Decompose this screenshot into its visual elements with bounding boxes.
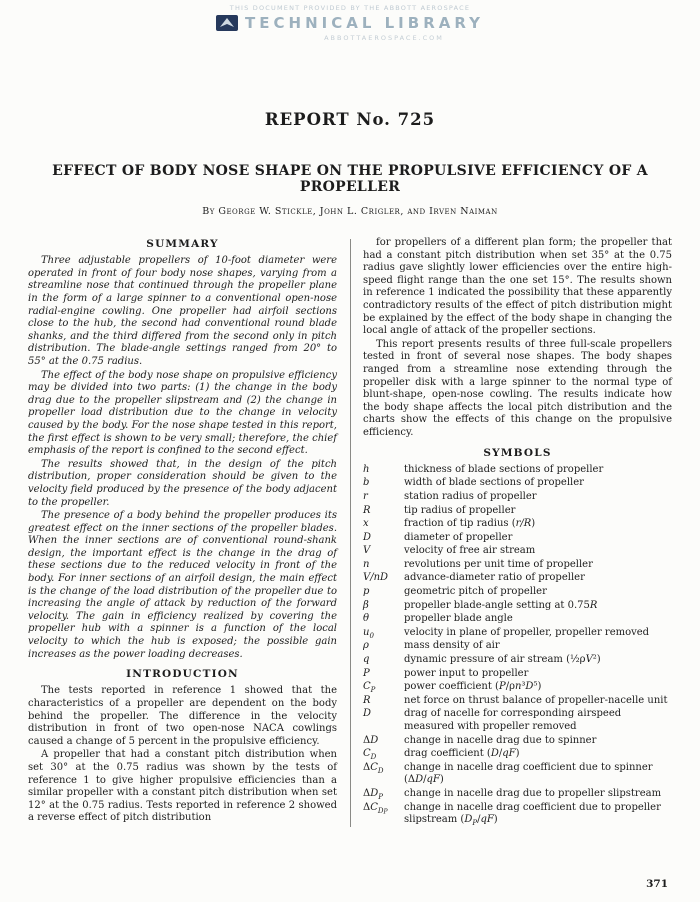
watermark bbox=[0, 0, 700, 42]
symbol-definition: change in nacelle drag coefficient due to propeller slipstream $(D_P/qF)$ bbox=[404, 801, 661, 828]
symbol-definition: drag of nacelle for corresponding airspeed measured with propeller removed bbox=[404, 708, 622, 732]
symbol: D bbox=[363, 531, 372, 543]
watermark-library-text: TECHNICAL LIBRARY bbox=[245, 14, 484, 32]
watermark-url-text: ABBOTTAEROSPACE.COM bbox=[324, 34, 444, 42]
paragraph: The presence of a body behind the propeller produces its greatest effect on the inner sections of the propeller blades. When the inner sections are of conventional round-shank design, the important effect is the change in the drag of these sections due to the reduced velocity in front of the body. For inner sections of an airfoil design, the main effect is the change of the load distribution of the propeller due to increasing the angle of attack by reduction of the forward velocity. The gain in efficiency realized by covering the propeller hub with a spinner is a function of the local velocity to which the hub is exposed; the possible gain increases as the power loading decreases. bbox=[28, 510, 337, 660]
continuation-section bbox=[363, 237, 672, 440]
symbol: p bbox=[363, 586, 370, 598]
symbol-definition: tip radius of propeller bbox=[404, 504, 516, 516]
watermark-title-row bbox=[0, 14, 700, 32]
symbol-definition: revolutions per unit time of propeller bbox=[404, 558, 593, 570]
symbol-definition: mass density of air bbox=[404, 640, 500, 652]
paragraph: The effect of the body nose shape on propulsive efficiency may be divided into two parts: (1) the change in the body drag due to the propeller slipstream and (2) the change in propeller load distribution due to the change in velocity caused by the body. For the nose shape tested in this report, the first effect is shown to be very small; therefore, the chief emphasis of the report is confined to the second effect. bbox=[28, 369, 337, 457]
paragraph: A propeller that had a constant pitch distribution when set 30° at the 0.75 radius was shown by the tests of reference 1 to give higher propulsive efficiencies than a similar propeller with a constant pitch distribution when set 12° at the 0.75 radius. Tests reported in reference 2 showed a reverse effect of pitch distribution bbox=[28, 749, 337, 824]
symbol: $C_P$ bbox=[363, 681, 376, 695]
symbol: $C_D$ bbox=[363, 748, 377, 762]
symbol: r bbox=[363, 490, 368, 502]
report-title: EFFECT OF BODY NOSE SHAPE ON THE PROPULSIVE EFFICIENCY OF A PROPELLER bbox=[52, 163, 648, 195]
paragraph: The results showed that, in the design of the pitch distribution, proper consideration should be given to the velocity field produced by the presence of the body adjacent to the propeller. bbox=[28, 458, 337, 508]
introduction-heading: INTRODUCTION bbox=[126, 668, 239, 681]
symbol: β bbox=[363, 599, 369, 611]
symbol-definition: propeller blade angle bbox=[404, 613, 513, 625]
abbott-aerospace-logo-icon bbox=[216, 15, 238, 31]
symbol: $\Delta C_{DP}$ bbox=[363, 801, 388, 815]
symbol: ρ bbox=[363, 640, 369, 652]
symbols-heading: SYMBOLS bbox=[483, 446, 552, 459]
symbol-definition: dynamic pressure of air stream (½ρV²) bbox=[404, 654, 601, 666]
symbol: R bbox=[363, 504, 371, 516]
symbol: θ bbox=[363, 613, 370, 625]
symbols-list bbox=[363, 464, 672, 827]
paragraph: Three adjustable propellers of 10-foot diameter were operated in front of four body nose shapes, varying from a streamline nose that continued through the propeller plane in the form of a large spinner to a conventional open-nose radial-engine cowling. One propeller had airfoil sections close to the hub, the second had conventional round blade shanks, and the third differed from the second only in pitch distribution. The blade-angle settings ranged from 20° to 55° at the 0.75 radius. bbox=[28, 255, 337, 367]
byline: By George W. Stickle, John L. Crigler, and Irven Naiman bbox=[202, 206, 498, 217]
column-divider bbox=[350, 239, 351, 827]
symbol: n bbox=[363, 558, 370, 570]
symbol: $\Delta C_D$ bbox=[363, 761, 384, 775]
watermark-provider-text: THIS DOCUMENT PROVIDED BY THE ABBOTT AEROSPACE bbox=[229, 4, 471, 12]
symbol-definition: power coefficient (P/ρn³D⁵) bbox=[404, 681, 542, 693]
symbol-definition: diameter of propeller bbox=[404, 531, 513, 543]
paragraph: This report presents results of three full-scale propellers tested in front of several nose shapes. The body shapes ranged from a streamline nose extending through the propeller disk with a large spinner to the normal type of blunt-shape, open-nose cowling. The results indicate how the body shape affects the local pitch distribution and the charts show the effects of this change on the propulsive efficiency. bbox=[363, 338, 672, 438]
summary-heading: SUMMARY bbox=[146, 238, 219, 250]
symbol: q bbox=[363, 654, 370, 666]
symbol-definition: power input to propeller bbox=[404, 667, 529, 679]
symbol-definition: velocity of free air stream bbox=[404, 545, 536, 557]
symbol-definition: fraction of tip radius (r/R) bbox=[404, 518, 536, 530]
symbol: x bbox=[363, 518, 369, 530]
symbol: ΔD bbox=[363, 734, 379, 746]
page-number: 371 bbox=[646, 878, 668, 890]
symbol: b bbox=[363, 477, 370, 489]
symbol-definition: width of blade sections of propeller bbox=[404, 477, 584, 489]
symbol-definition: net force on thrust balance of propeller-nacelle unit bbox=[404, 694, 668, 706]
report-number: REPORT No. 725 bbox=[264, 110, 436, 129]
two-column-body bbox=[28, 237, 672, 827]
symbol: $\Delta D_P$ bbox=[363, 787, 383, 801]
symbol-definition: geometric pitch of propeller bbox=[404, 586, 547, 598]
symbol-definition: thickness of blade sections of propeller bbox=[404, 463, 604, 475]
introduction-section bbox=[28, 685, 337, 825]
symbol: V bbox=[363, 545, 371, 557]
symbol: V/nD bbox=[363, 572, 389, 584]
symbol: P bbox=[363, 667, 370, 679]
left-column bbox=[28, 237, 337, 827]
symbol-definition: advance-diameter ratio of propeller bbox=[404, 572, 585, 584]
symbol-definition: change in nacelle drag due to spinner bbox=[404, 734, 597, 746]
symbol-definition: station radius of propeller bbox=[404, 490, 537, 502]
symbol-definition: change in nacelle drag coefficient due to spinner (ΔD/qF) bbox=[404, 761, 653, 786]
symbol-definition: velocity in plane of propeller, propeller removed bbox=[404, 626, 650, 638]
symbol: D bbox=[363, 708, 372, 720]
symbol: R bbox=[363, 694, 371, 706]
summary-section bbox=[28, 255, 337, 661]
symbol: h bbox=[363, 463, 370, 475]
symbol: $u_0$ bbox=[363, 626, 374, 640]
symbol-definition: drag coefficient (D/qF) bbox=[404, 748, 520, 760]
paragraph: for propellers of a different plan form; the propeller that had a constant pitch distribution when set 35° at the 0.75 radius gave slightly lower efficiencies over the entire high-speed flight range than the one set 15°. The results shown in reference 1 indicated the possibility that these apparently contradictory results of the effect of pitch distribution might be explained by the effect of the body shape in changing the local angle of attack of the propeller sections. bbox=[363, 237, 672, 337]
right-column bbox=[363, 237, 672, 827]
symbol-definition: change in nacelle drag due to propeller slipstream bbox=[404, 787, 662, 799]
paragraph: The tests reported in reference 1 showed that the characteristics of a propeller are dependent on the body behind the propeller. The difference in the velocity distribution in front of two open-nose NACA cowlings caused a change of 5 percent in the propulsive efficiency. bbox=[28, 685, 337, 747]
symbol-definition: propeller blade-angle setting at 0.75R bbox=[404, 599, 598, 611]
